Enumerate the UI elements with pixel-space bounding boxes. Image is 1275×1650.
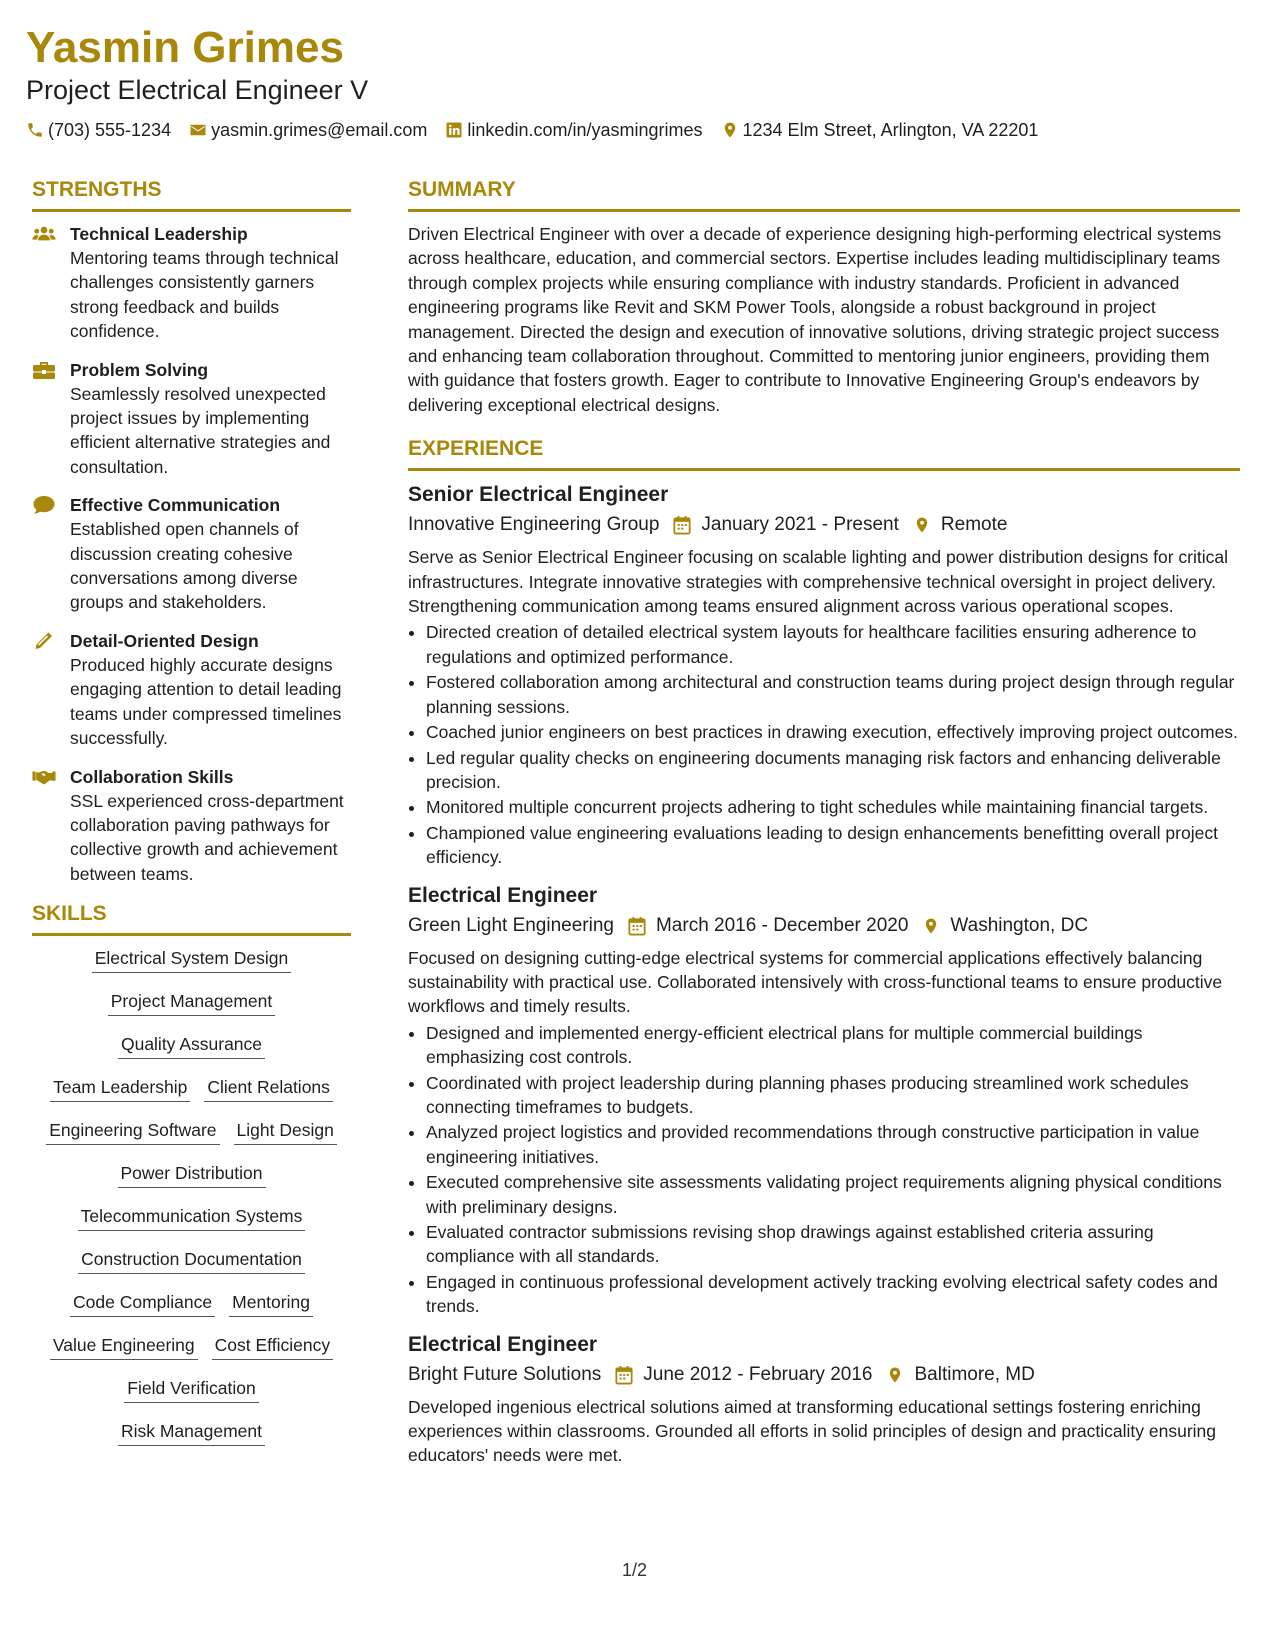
map-marker-icon: [922, 916, 940, 936]
strengths-section: [32, 176, 351, 886]
skill-tag: Construction Documentation: [78, 1247, 305, 1274]
left-column: [32, 176, 351, 1462]
skills-row: [32, 1032, 351, 1059]
strength-title: Problem Solving: [70, 359, 209, 380]
linkedin-text: linkedin.com/in/yasmingrimes: [467, 120, 703, 140]
job-bullet: • Coordinated with project leadership during planning phases producing streamlined work schedules connecting timeframes to budgets.: [426, 1071, 1240, 1120]
calendar-icon: [615, 1365, 633, 1385]
job-entry: [408, 481, 1240, 869]
skill-tag: Project Management: [108, 989, 275, 1016]
strength-item: [32, 629, 351, 751]
skill-tag: Power Distribution: [118, 1161, 266, 1188]
briefcase-icon: [32, 360, 56, 380]
contact-linkedin[interactable]: [445, 118, 702, 142]
skills-heading: SKILLS: [32, 900, 351, 936]
job-bullet: • Engaged in continuous professional development actively tracking evolving electrical safety codes and trends.: [426, 1270, 1240, 1319]
job-bullet: • Designed and implemented energy-efficient electrical plans for multiple commercial buildings emphasizing cost controls.: [426, 1021, 1240, 1070]
job-bullet: • Analyzed project logistics and provided recommendations through constructive participation in value engineering initiatives.: [426, 1120, 1240, 1169]
contact-address: [721, 118, 1039, 142]
summary-heading: SUMMARY: [408, 176, 1240, 212]
job-company: Innovative Engineering Group: [408, 514, 660, 536]
contact-email[interactable]: [189, 118, 427, 142]
envelope-icon: [189, 121, 207, 139]
resume-header: [26, 22, 1246, 142]
strength-title: Effective Communication: [70, 495, 281, 516]
skills-row: [32, 1118, 351, 1145]
job-title: Electrical Engineer: [408, 1332, 598, 1356]
job-dates: January 2021 - Present: [701, 514, 899, 536]
calendar-icon: [673, 515, 691, 535]
job-bullet: • Executed comprehensive site assessments validating project requirements aligning physical conditions with preliminary designs.: [426, 1170, 1240, 1219]
strength-item: [32, 765, 351, 887]
right-column: [408, 176, 1240, 1480]
job-bullet: • Championed value engineering evaluations leading to design enhancements benefitting overall project efficiency.: [426, 821, 1240, 870]
job-bullet: • Coached junior engineers on best practices in drawing execution, effectively improving project outcomes.: [426, 720, 1240, 744]
job-location: Remote: [940, 514, 1008, 536]
skills-section: [32, 900, 351, 1446]
page-number: 1/2: [622, 1560, 648, 1580]
job-dates: June 2012 - February 2016: [643, 1363, 873, 1385]
candidate-name: Yasmin Grimes: [26, 23, 344, 72]
job-bullet: • Led regular quality checks on engineering documents managing risk factors and enhancing deliverable precision.: [426, 746, 1240, 795]
job-location: Washington, DC: [950, 914, 1089, 936]
skill-tag: Engineering Software: [46, 1118, 219, 1145]
job-title: Electrical Engineer: [408, 883, 598, 907]
skill-tag: Telecommunication Systems: [78, 1204, 306, 1231]
skills-row: [32, 1376, 351, 1403]
job-dates: March 2016 - December 2020: [655, 914, 909, 936]
job-description: Focused on designing cutting-edge electrical systems for commercial applications effectively balancing sustainability with practical use. Collaborated intensively with cross-functional teams to ensure productive workflows and timely results.: [408, 947, 1223, 1017]
email-text: yasmin.grimes@email.com: [211, 120, 428, 140]
handshake-icon: [32, 767, 56, 787]
job-location: Baltimore, MD: [914, 1363, 1035, 1385]
skills-row: [32, 1419, 351, 1446]
strength-title: Detail-Oriented Design: [70, 630, 259, 651]
strength-item: [32, 222, 351, 344]
skill-tag: Cost Efficiency: [212, 1333, 333, 1360]
skill-tag: Code Compliance: [70, 1290, 215, 1317]
contact-phone[interactable]: [26, 118, 171, 142]
summary-section: [408, 176, 1240, 417]
address-text: 1234 Elm Street, Arlington, VA 22201: [742, 120, 1039, 140]
strength-description: Seamlessly resolved unexpected project issues by implementing efficient alternative strategies and consultation.: [70, 383, 331, 477]
skills-row: [32, 1204, 351, 1231]
skills-row: [32, 1290, 351, 1317]
skills-row: [32, 1161, 351, 1188]
phone-text: (703) 555-1234: [48, 120, 172, 140]
skill-tag: Client Relations: [204, 1075, 333, 1102]
strength-item: [32, 358, 351, 480]
job-description: Developed ingenious electrical solutions aimed at transforming educational settings fostering enriching experiences within classrooms. Grounded all efforts in solid principles of design and practicality ensuring educators' needs were met.: [408, 1396, 1217, 1466]
strengths-heading: STRENGTHS: [32, 176, 351, 212]
skill-tag: Quality Assurance: [118, 1032, 265, 1059]
map-marker-icon: [721, 121, 739, 139]
skills-row: [32, 989, 351, 1016]
job-entry: [408, 1331, 1240, 1468]
job-bullet: • Fostered collaboration among architectural and construction teams during project design through regular planning sessions.: [426, 670, 1240, 719]
skill-tag: Team Leadership: [50, 1075, 190, 1102]
skill-tag: Electrical System Design: [92, 946, 292, 973]
map-marker-icon: [886, 1365, 904, 1385]
users-icon: [32, 224, 56, 244]
job-entry: [408, 882, 1240, 1319]
job-description: Serve as Senior Electrical Engineer focusing on scalable lighting and power distribution designs for critical infrastructures. Integrate innovative strategies with comprehensive technical oversight in project delivery. Strengthening communication among teams ensured alignment across various operational scopes.: [408, 547, 1229, 617]
skills-row: [32, 946, 351, 973]
contact-bar: [26, 118, 1246, 142]
skills-row: [32, 1333, 351, 1360]
strength-description: Established open channels of discussion creating cohesive conversations among diverse groups and stakeholders.: [70, 519, 299, 613]
strength-description: Produced highly accurate designs engaging attention to detail leading teams under compressed timelines successfully.: [70, 654, 342, 749]
skills-row: [32, 1247, 351, 1274]
job-bullet: • Evaluated contractor submissions revising shop drawings against established criteria assuring compliance with all standards.: [426, 1220, 1240, 1269]
experience-heading: EXPERIENCE: [408, 435, 1240, 471]
job-bullet: • Monitored multiple concurrent projects adhering to tight schedules while maintaining financial targets.: [426, 795, 1240, 819]
skill-tag: Light Design: [234, 1118, 337, 1145]
summary-text: Driven Electrical Engineer with over a decade of experience designing high-performing electrical systems across healthcare, education, and commercial sectors. Expertise includes leading multidisciplinary teams through complex projects while ensuring compliance with industry standards. Proficient in advanced engineering programs like Revit and SKM Power Tools, alongside a robust background in project management. Directed the design and execution of innovative solutions, driving strategic project success and enhancing team collaboration throughout. Committed to mentoring junior engineers, providing them with guidance that fosters growth. Eager to contribute to Innovative Engineering Group's endeavors by delivering exceptional electrical designs.: [408, 224, 1222, 415]
experience-section: [408, 435, 1240, 1468]
calendar-icon: [628, 916, 646, 936]
linkedin-icon: [445, 121, 463, 139]
job-company: Bright Future Solutions: [408, 1363, 602, 1385]
job-meta: [408, 912, 1240, 940]
phone-icon: [26, 121, 44, 139]
pencil-icon: [32, 631, 56, 651]
skill-tag: Value Engineering: [50, 1333, 198, 1360]
skill-tag: Mentoring: [229, 1290, 313, 1317]
skill-tag: Field Verification: [124, 1376, 258, 1403]
skills-row: [32, 1075, 351, 1102]
strength-description: SSL experienced cross-department collaboration paving pathways for collective growth and achievement between teams.: [70, 790, 344, 884]
strength-item: [32, 493, 351, 615]
job-bullet: • Directed creation of detailed electrical system layouts for healthcare facilities ensuring adherence to regulations and optimized performance.: [426, 620, 1240, 669]
job-meta: [408, 511, 1240, 539]
strength-title: Technical Leadership: [70, 224, 248, 244]
map-marker-icon: [913, 515, 931, 535]
comment-icon: [32, 495, 56, 515]
job-meta: [408, 1361, 1240, 1389]
strength-title: Collaboration Skills: [70, 766, 234, 787]
job-bullets: [408, 620, 1240, 869]
job-title: Senior Electrical Engineer: [408, 483, 669, 507]
job-company: Green Light Engineering: [408, 914, 614, 936]
candidate-title: Project Electrical Engineer V: [26, 75, 369, 105]
strength-description: Mentoring teams through technical challenges consistently garners strong feedback and builds confidence.: [70, 248, 339, 342]
skill-tag: Risk Management: [118, 1419, 265, 1446]
job-bullets: [408, 1021, 1240, 1319]
